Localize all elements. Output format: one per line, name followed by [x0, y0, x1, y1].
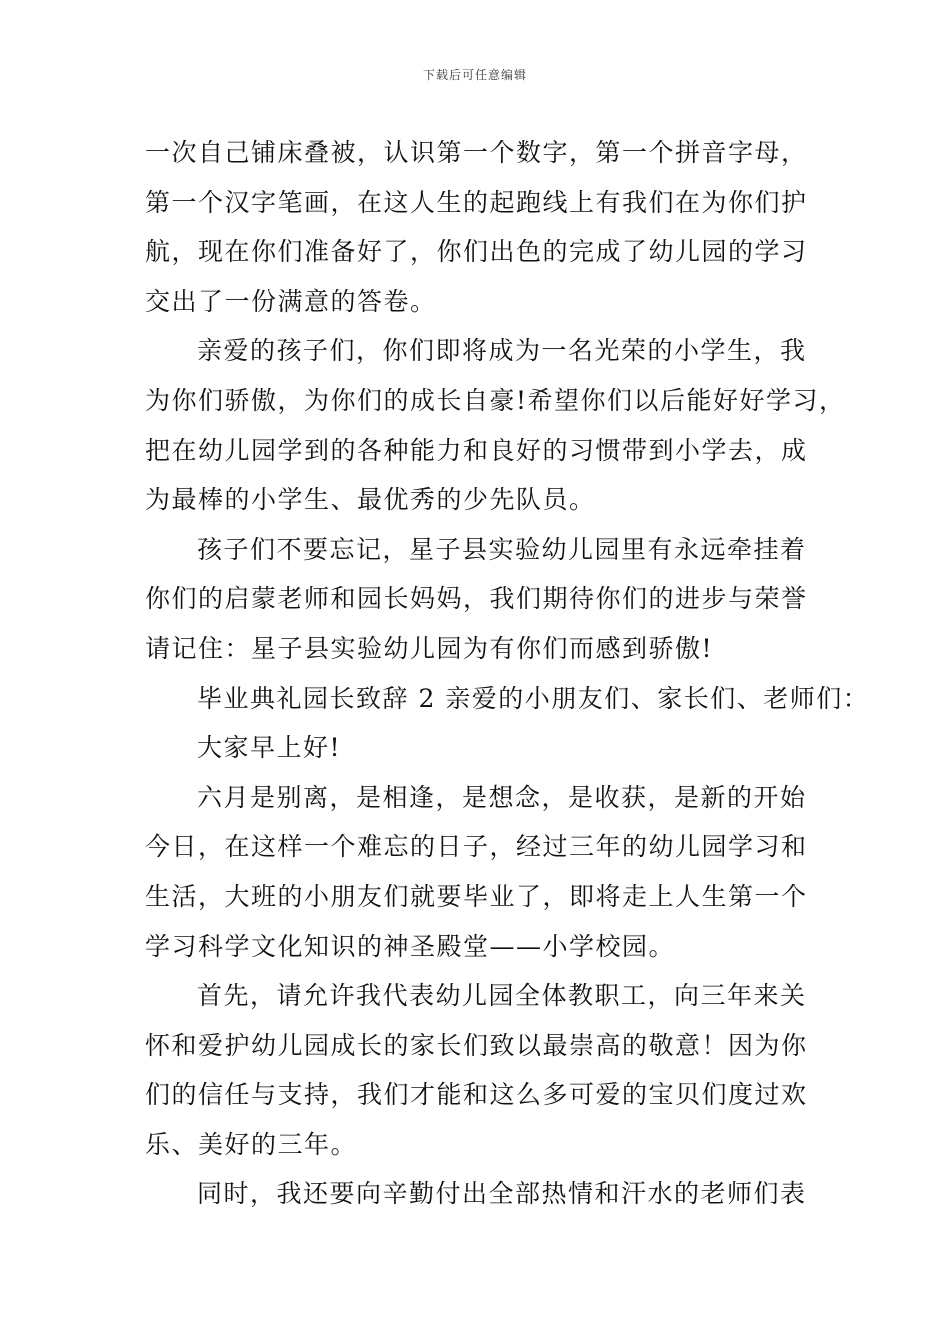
- text-line: 毕业典礼园长致辞 2 亲爱的小朋友们、家长们、老师们：: [197, 683, 870, 713]
- text-line: 们的信任与支持，我们才能和这么多可爱的宝贝们度过欢: [145, 1080, 808, 1110]
- text-line: 把在幼儿园学到的各种能力和良好的习惯带到小学去，成: [145, 435, 808, 465]
- text-line: 你们的启蒙老师和园长妈妈，我们期待你们的进步与荣誉: [145, 584, 808, 614]
- header-note: 下载后可任意编辑: [422, 68, 527, 82]
- text-line: 孩子们不要忘记，星子县实验幼儿园里有永远牵挂着: [197, 534, 807, 564]
- text-line: 六月是别离，是相逢，是想念，是收获，是新的开始: [197, 782, 807, 812]
- text-line: 为最棒的小学生、最优秀的少先队员。: [145, 485, 596, 515]
- text-line: 请记住：星子县实验幼儿园为有你们而感到骄傲!: [145, 633, 714, 663]
- text-line: 生活，大班的小朋友们就要毕业了，即将走上人生第一个: [145, 881, 808, 911]
- text-line: 第一个汉字笔画，在这人生的起跑线上有我们在为你们护: [145, 187, 808, 217]
- body-text: [145, 128, 870, 1219]
- text-line: 交出了一份满意的答卷。: [145, 286, 437, 316]
- text-line: 一次自己铺床叠被，认识第一个数字，第一个拼音字母，: [145, 138, 808, 167]
- text-line: 乐、美好的三年。: [145, 1129, 358, 1159]
- text-line: 航，现在你们准备好了，你们出色的完成了幼儿园的学习: [145, 237, 808, 267]
- text-line: 学习科学文化知识的神圣殿堂——小学校园。: [145, 931, 676, 961]
- text-line: 为你们骄傲，为你们的成长自豪!希望你们以后能好好学习，: [145, 385, 846, 415]
- text-line: 今日，在这样一个难忘的日子，经过三年的幼儿园学习和: [145, 832, 808, 862]
- text-line: 大家早上好!: [197, 733, 342, 763]
- text-line: 同时，我还要向辛勤付出全部热情和汗水的老师们表: [197, 1179, 807, 1209]
- text-line: 亲爱的孩子们，你们即将成为一名光荣的小学生，我: [197, 336, 807, 366]
- text-line: 怀和爱护幼儿园成长的家长们致以最崇高的敬意！因为你: [145, 1030, 808, 1060]
- text-line: 首先，请允许我代表幼儿园全体教职工，向三年来关: [197, 981, 807, 1011]
